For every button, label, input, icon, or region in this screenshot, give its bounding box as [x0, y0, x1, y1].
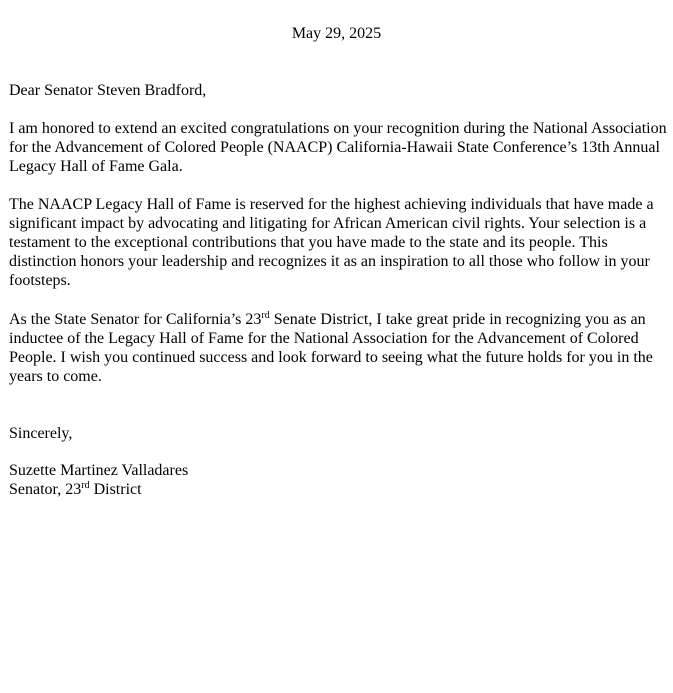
- signature-name: Suzette Martinez Valladares: [9, 462, 189, 479]
- paragraph-recognition-end: Senate District, I take great pride in recognizing you as an inductee of the Legacy Hall of Fame for the National Association for the Advancement of Colored People. I wish you continued success and look forward to seeing what the future holds for you in the years to come.: [9, 311, 653, 385]
- signature-title: [9, 480, 669, 499]
- letter-date: May 29, 2025: [291, 25, 382, 42]
- signature-title-start: Senator, 23: [9, 481, 82, 498]
- ordinal-suffix: rd: [261, 310, 270, 321]
- signature-ordinal-suffix: rd: [81, 480, 90, 491]
- paragraph-hall-of-fame: The NAACP Legacy Hall of Fame is reserved for the highest achieving individuals that have made a significant impact by advocating and litigating for African American civil rights. Your selection is a testament to the exceptional contributions that you have made to the state and its people. This distinction honors your leadership and recognizes it as an inspiration to all those who follow in your footsteps.: [9, 196, 654, 289]
- closing: Sincerely,: [9, 425, 73, 442]
- signature-title-end: District: [89, 481, 142, 498]
- paragraph-congratulations: I am honored to extend an excited congratulations on your recognition during the National Association for the Advancement of Colored People (NAACP) California-Hawaii State Conference’s 13th Annual Legacy Hall of Fame Gala.: [9, 120, 667, 175]
- salutation: Dear Senator Steven Bradford,: [9, 82, 207, 99]
- paragraph-recognition-start: As the State Senator for California’s 23: [9, 311, 262, 328]
- paragraph-recognition: [9, 310, 669, 386]
